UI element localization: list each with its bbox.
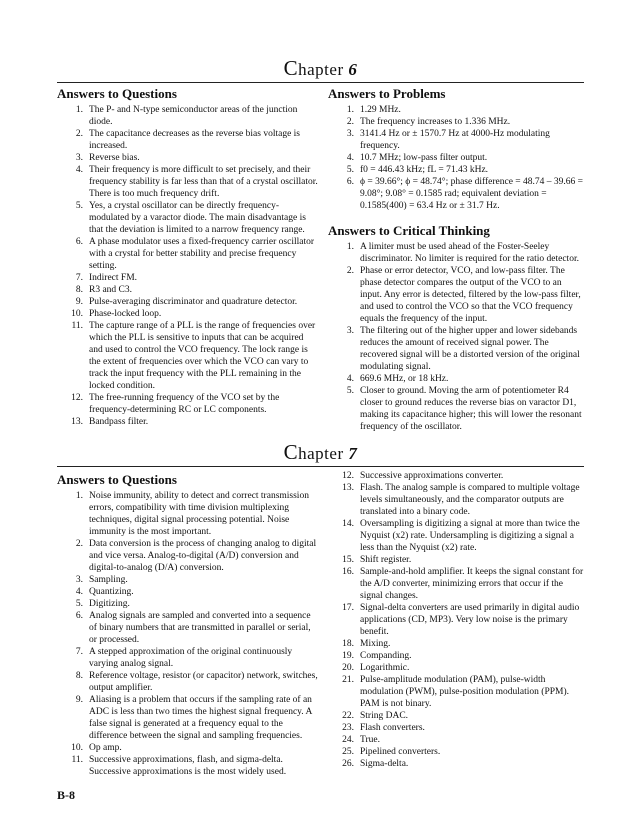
answer-text: Aliasing is a problem that occurs if the sampling rate of an ADC is less than two times the highest signal frequency. A false signal is generated at a frequency equal to the difference between the signal and sampling frequencies. bbox=[89, 695, 312, 741]
answer-number: 21. bbox=[342, 675, 354, 685]
answer-text: Logarithmic. bbox=[360, 663, 410, 673]
answer-item bbox=[328, 164, 584, 176]
answer-item bbox=[57, 296, 319, 308]
answer-text: Op amp. bbox=[89, 743, 122, 753]
answer-item bbox=[57, 646, 319, 670]
answer-text: Mixing. bbox=[360, 639, 391, 649]
answer-text: Successive approximations, flash, and sigma-delta. Successive approximations is the most widely used. bbox=[89, 755, 287, 777]
answer-number: 26. bbox=[342, 759, 354, 769]
page-number: B-8 bbox=[57, 788, 75, 802]
answer-text: Flash converters. bbox=[360, 723, 425, 733]
answer-item bbox=[57, 128, 319, 152]
chapter-6-rule bbox=[57, 82, 584, 83]
answer-number: 15. bbox=[342, 555, 354, 565]
answer-number: 12. bbox=[71, 393, 83, 403]
answer-number: 1. bbox=[75, 491, 83, 501]
answer-number: 18. bbox=[342, 639, 354, 649]
answer-item bbox=[57, 308, 319, 320]
answer-item bbox=[328, 566, 584, 602]
answer-text: The frequency increases to 1.336 MHz. bbox=[360, 117, 511, 127]
ch6-questions-list bbox=[57, 104, 319, 428]
answer-item bbox=[57, 610, 319, 646]
answer-text: A stepped approximation of the original continuously varying analog signal. bbox=[89, 647, 293, 669]
answer-item bbox=[57, 392, 319, 416]
answer-item bbox=[57, 320, 319, 392]
answer-number: 2. bbox=[75, 539, 83, 549]
answer-text: Analog signals are sampled and converted into a sequence of binary numbers that are transmitted in parallel or serial, or processed. bbox=[89, 611, 311, 645]
ch6-critical-list bbox=[328, 241, 584, 433]
answer-item bbox=[328, 650, 584, 662]
answer-text: Sigma-delta. bbox=[360, 759, 409, 769]
answer-text: 3141.4 Hz or ± 1570.7 Hz at 4000-Hz modulating frequency. bbox=[360, 129, 550, 151]
answer-text: A limiter must be used ahead of the Foster-Seeley discriminator. No limiter is required for the ratio detector. bbox=[360, 242, 579, 264]
answer-number: 25. bbox=[342, 747, 354, 757]
ch6-critical-heading: Answers to Critical Thinking bbox=[328, 223, 490, 238]
answer-number: 10. bbox=[71, 309, 83, 319]
answer-item bbox=[57, 490, 319, 538]
answer-text: Digitizing. bbox=[89, 599, 130, 609]
answer-item bbox=[57, 538, 319, 574]
answer-text: Bandpass filter. bbox=[89, 417, 149, 427]
answer-item bbox=[57, 200, 319, 236]
answer-number: 13. bbox=[71, 417, 83, 427]
answer-number: 7. bbox=[75, 647, 83, 657]
answer-text: Pipelined converters. bbox=[360, 747, 441, 757]
answer-text: Sample-and-hold amplifier. It keeps the signal constant for the A/D converter, minimizing errors that occur if the signal changes. bbox=[360, 567, 584, 601]
answer-number: 6. bbox=[75, 611, 83, 621]
answer-item bbox=[328, 554, 584, 566]
answer-item bbox=[328, 116, 584, 128]
answer-number: 8. bbox=[75, 671, 83, 681]
answer-text: Companding. bbox=[360, 651, 412, 661]
answer-item bbox=[57, 574, 319, 586]
chapter-7-section bbox=[57, 440, 584, 778]
answer-number: 4. bbox=[75, 587, 83, 597]
answer-item bbox=[328, 722, 584, 734]
answer-number: 1. bbox=[75, 105, 83, 115]
chapter-7-title: Chapter 7 bbox=[283, 440, 358, 464]
answer-text: 10.7 MHz; low-pass filter output. bbox=[360, 153, 488, 163]
chapter-7-rule bbox=[57, 466, 584, 467]
answer-item bbox=[328, 602, 584, 638]
answer-item bbox=[328, 241, 584, 265]
chapter-6-section bbox=[57, 56, 584, 433]
answer-number: 9. bbox=[75, 695, 83, 705]
answer-text: Flash. The analog sample is compared to multiple voltage levels simultaneously, and the comparator outputs are translated into a binary code. bbox=[360, 483, 580, 517]
ch7-questions-left-list bbox=[57, 490, 319, 778]
answer-number: 13. bbox=[342, 483, 354, 493]
answer-number: 12. bbox=[342, 471, 354, 481]
answer-number: 3. bbox=[75, 153, 83, 163]
answer-number: 11. bbox=[71, 321, 83, 331]
answer-number: 5. bbox=[346, 386, 354, 396]
answer-text: Successive approximations converter. bbox=[360, 471, 504, 481]
answer-text: 1.29 MHz. bbox=[360, 105, 401, 115]
answer-number: 5. bbox=[75, 201, 83, 211]
ch6-questions-heading: Answers to Questions bbox=[57, 86, 177, 101]
answer-text: Shift register. bbox=[360, 555, 412, 565]
answer-number: 9. bbox=[75, 297, 83, 307]
answer-text: Reverse bias. bbox=[89, 153, 140, 163]
answer-text: Pulse-amplitude modulation (PAM), pulse-width modulation (PWM), pulse-position modulation (PPM). PAM is not binary. bbox=[360, 675, 569, 709]
answer-number: 4. bbox=[75, 165, 83, 175]
answer-number: 24. bbox=[342, 735, 354, 745]
answer-item bbox=[57, 742, 319, 754]
answer-text: Closer to ground. Moving the arm of potentiometer R4 closer to ground reduces the reverse bias on varactor D1, making its capacitance higher; this will lower the resonant frequency of the oscillator. bbox=[360, 386, 582, 432]
answer-item bbox=[328, 674, 584, 710]
answer-item bbox=[328, 638, 584, 650]
answer-text: Phase-locked loop. bbox=[89, 309, 162, 319]
answer-number: 22. bbox=[342, 711, 354, 721]
answer-item bbox=[57, 694, 319, 742]
answer-number: 4. bbox=[346, 374, 354, 384]
answer-item bbox=[57, 272, 319, 284]
chapter-6-title: Chapter 6 bbox=[283, 56, 358, 80]
answer-item bbox=[328, 176, 584, 212]
answer-number: 8. bbox=[75, 285, 83, 295]
answer-item bbox=[57, 152, 319, 164]
answer-number: 10. bbox=[71, 743, 83, 753]
answer-item bbox=[328, 710, 584, 722]
answer-text: Reference voltage, resistor (or capacitor) network, switches, output amplifier. bbox=[89, 671, 318, 693]
answer-number: 5. bbox=[75, 599, 83, 609]
answer-text: The capture range of a PLL is the range of frequencies over which the PLL is sensitive to inputs that can be acquired and used to control the VCO frequency. The lock range is the extent of frequencies over which the VCO can vary to track the input frequency with the PLL remaining in the locked condition. bbox=[89, 321, 316, 391]
answer-text: Yes, a crystal oscillator can be directly frequency-modulated by a varactor diode. The main disadvantage is that the deviation is limited to a narrow frequency range. bbox=[89, 201, 306, 235]
answer-number: 6. bbox=[75, 237, 83, 247]
answer-item bbox=[328, 385, 584, 433]
answer-number: 11. bbox=[71, 755, 83, 765]
answer-text: f0 = 446.43 kHz; fL = 71.43 kHz. bbox=[360, 165, 489, 175]
answer-item bbox=[328, 104, 584, 116]
answer-text: Data conversion is the process of changing analog to digital and vice versa. Analog-to-digital (A/D) conversion and digital-to-analog (D/A) conversion. bbox=[89, 539, 317, 573]
ch7-questions-continued-column bbox=[328, 469, 584, 778]
answer-text: A phase modulator uses a fixed-frequency carrier oscillator with a crystal for better stability and precise frequency setting. bbox=[89, 237, 315, 271]
answer-number: 3. bbox=[346, 326, 354, 336]
answer-text: True. bbox=[360, 735, 380, 745]
answer-number: 3. bbox=[75, 575, 83, 585]
ch6-questions-column bbox=[57, 85, 319, 433]
answer-number: 20. bbox=[342, 663, 354, 673]
answer-text: String DAC. bbox=[360, 711, 409, 721]
answer-number: 2. bbox=[346, 266, 354, 276]
answer-item bbox=[57, 754, 319, 778]
answer-item bbox=[328, 325, 584, 373]
answer-number: 17. bbox=[342, 603, 354, 613]
answer-number: 1. bbox=[346, 242, 354, 252]
answer-item bbox=[328, 734, 584, 746]
answer-item bbox=[57, 164, 319, 200]
answer-item bbox=[57, 670, 319, 694]
answer-text: Oversampling is digitizing a signal at more than twice the Nyquist (x2) rate. Undersampling is digitizing a signal a less than the Nyquist (x2) rate. bbox=[360, 519, 580, 553]
answer-text: The capacitance decreases as the reverse bias voltage is increased. bbox=[89, 129, 300, 151]
answer-text: Quantizing. bbox=[89, 587, 134, 597]
ch6-problems-list bbox=[328, 104, 584, 212]
answer-number: 16. bbox=[342, 567, 354, 577]
answer-item bbox=[328, 152, 584, 164]
answer-text: Pulse-averaging discriminator and quadrature detector. bbox=[89, 297, 298, 307]
ch7-questions-heading: Answers to Questions bbox=[57, 472, 177, 487]
answer-text: The free-running frequency of the VCO set by the frequency-determining RC or LC components. bbox=[89, 393, 280, 415]
answer-item bbox=[57, 104, 319, 128]
answer-text: 669.6 MHz, or 18 kHz. bbox=[360, 374, 449, 384]
answer-number: 1. bbox=[346, 105, 354, 115]
answer-number: 23. bbox=[342, 723, 354, 733]
answer-number: 6. bbox=[346, 177, 354, 187]
answer-item bbox=[57, 236, 319, 272]
answer-item bbox=[328, 746, 584, 758]
answer-item bbox=[328, 128, 584, 152]
answer-number: 14. bbox=[342, 519, 354, 529]
answer-text: The P- and N-type semiconductor areas of the junction diode. bbox=[89, 105, 298, 127]
answer-number: 3. bbox=[346, 129, 354, 139]
ch6-problems-column bbox=[328, 85, 584, 433]
answer-number: 7. bbox=[75, 273, 83, 283]
answer-number: 2. bbox=[75, 129, 83, 139]
answer-text: Phase or error detector, VCO, and low-pass filter. The phase detector compares the output of the VCO to an input. Any error is detected, filtered by the low-pass filter, and used to control the VCO so that the VCO frequency equals the frequency of the input. bbox=[360, 266, 581, 324]
answer-text: ϕ = 39.66°; ϕ = 48.74°; phase difference = 48.74 – 39.66 = 9.08°; 9.08° = 0.1585 rad; equivalent deviation = 0.1585(400) = 63.4 Hz or ± 31.7 Hz. bbox=[360, 177, 584, 211]
ch7-questions-right-list bbox=[328, 470, 584, 770]
answer-number: 5. bbox=[346, 165, 354, 175]
answer-text: Indirect FM. bbox=[89, 273, 138, 283]
answer-number: 2. bbox=[346, 117, 354, 127]
answer-text: Signal-delta converters are used primarily in digital audio applications (CD, MP3). Very low noise is the primary benefit. bbox=[360, 603, 580, 637]
answer-item bbox=[328, 373, 584, 385]
answer-item bbox=[328, 482, 584, 518]
answer-item bbox=[57, 586, 319, 598]
answer-item bbox=[328, 470, 584, 482]
answer-text: Noise immunity, ability to detect and correct transmission errors, compatibility with time division multiplexing techniques, digital signal processing potential. Noise immunity is the most important. bbox=[89, 491, 309, 537]
answer-item bbox=[328, 662, 584, 674]
answer-item bbox=[328, 518, 584, 554]
answer-text: The filtering out of the higher upper and lower sidebands reduces the amount of received signal power. The recovered signal will be a distorted version of the original modulating signal. bbox=[360, 326, 580, 372]
answer-text: R3 and C3. bbox=[89, 285, 133, 295]
answer-text: Their frequency is more difficult to set precisely, and their frequency stability is far less than that of a crystal oscillator. There is too much frequency drift. bbox=[89, 165, 318, 199]
answer-item bbox=[57, 416, 319, 428]
ch6-problems-heading: Answers to Problems bbox=[328, 86, 446, 101]
answer-item bbox=[328, 758, 584, 770]
answer-item bbox=[328, 265, 584, 325]
ch7-questions-column bbox=[57, 469, 319, 778]
answer-text: Sampling. bbox=[89, 575, 128, 585]
answer-number: 19. bbox=[342, 651, 354, 661]
answer-number: 4. bbox=[346, 153, 354, 163]
answer-item bbox=[57, 284, 319, 296]
answer-item bbox=[57, 598, 319, 610]
